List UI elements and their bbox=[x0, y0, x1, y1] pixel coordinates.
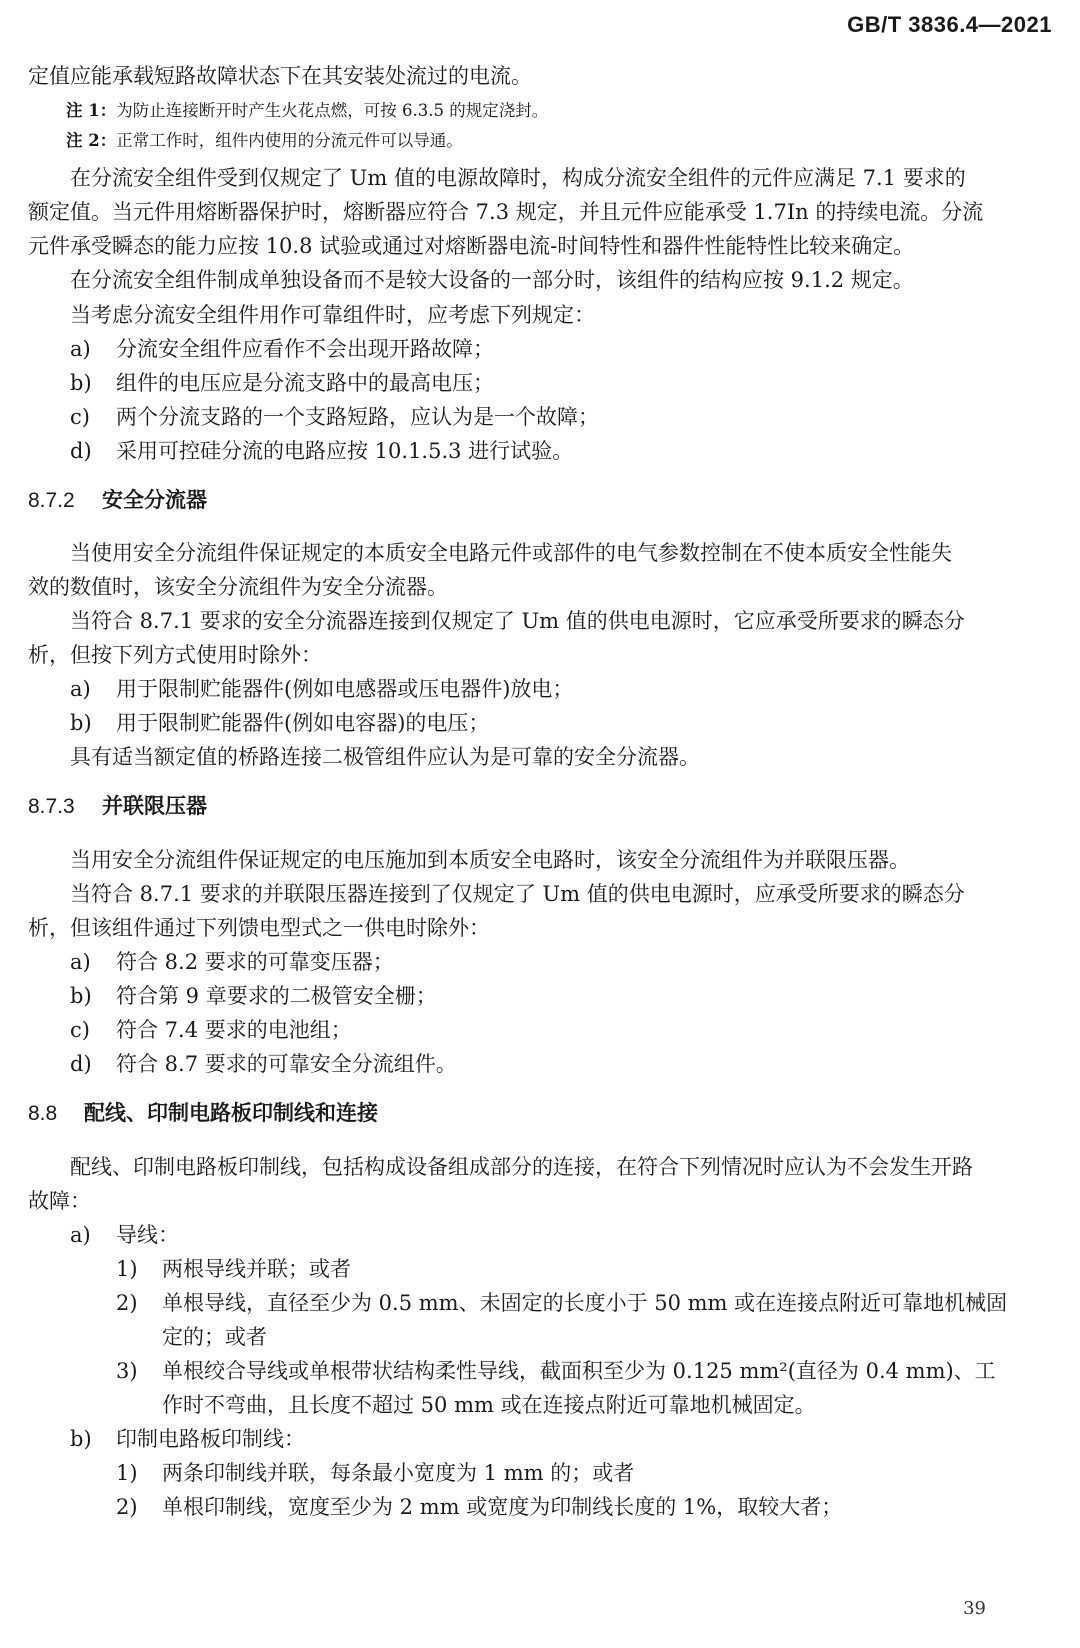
list-item: a) 用于限制贮能器件(例如电感器或压电器件)放电； bbox=[70, 677, 574, 701]
paragraph-line: 故障： bbox=[28, 1189, 91, 1213]
paragraph-line: 具有适当额定值的桥路连接二极管组件应认为是可靠的安全分流器。 bbox=[70, 745, 700, 769]
list-item: c) 符合 7.4 要求的电池组； bbox=[70, 1018, 352, 1042]
note-line: 注 2：正常工作时，组件内使用的分流元件可以导通。 bbox=[66, 131, 463, 150]
list-item: a) 导线： bbox=[70, 1223, 179, 1247]
note-line: 注 1：为防止连接断开时产生火花点燃，可按 6.3.5 的规定浇封。 bbox=[66, 101, 549, 120]
paragraph-line: 额定值。当元件用熔断器保护时，熔断器应符合 7.3 规定，并且元件应能承受 1.7In 的持续电流。分流 bbox=[28, 200, 984, 224]
list-item: a) 分流安全组件应看作不会出现开路故障； bbox=[70, 337, 494, 361]
section-heading: 8.8 配线、印制电路板印制线和连接 bbox=[28, 1102, 378, 1125]
sub-list-continuation: 定的；或者 bbox=[162, 1325, 267, 1349]
page-number: 39 bbox=[963, 1598, 986, 1619]
paragraph-line: 定值应能承载短路故障状态下在其安装处流过的电流。 bbox=[28, 64, 532, 88]
list-item: a) 符合 8.2 要求的可靠变压器； bbox=[70, 950, 394, 974]
section-heading: 8.7.3 并联限压器 bbox=[28, 795, 207, 818]
sub-list-item: 3) 单根绞合导线或单根带状结构柔性导线，截面积至少为 0.125 mm²(直径为 0.4 mm)、工 bbox=[116, 1359, 996, 1383]
sub-list-continuation: 作时不弯曲，且长度不超过 50 mm 或在连接点附近可靠地机械固定。 bbox=[162, 1393, 816, 1417]
list-item: c) 两个分流支路的一个支路短路，应认为是一个故障； bbox=[70, 405, 599, 429]
paragraph-line: 析，但按下列方式使用时除外： bbox=[28, 643, 322, 667]
paragraph-line: 当考虑分流安全组件用作可靠组件时，应考虑下列规定： bbox=[70, 303, 595, 327]
paragraph-line: 当用安全分流组件保证规定的电压施加到本质安全电路时，该安全分流组件为并联限压器。 bbox=[70, 848, 910, 872]
list-item: b) 符合第 9 章要求的二极管安全栅； bbox=[70, 984, 437, 1008]
list-item: b) 印制电路板印制线： bbox=[70, 1427, 305, 1451]
list-item: d) 采用可控硅分流的电路应按 10.1.5.3 进行试验。 bbox=[70, 439, 574, 463]
standard-code-header: GB/T 3836.4—2021 bbox=[847, 12, 1052, 37]
paragraph-line: 析，但该组件通过下列馈电型式之一供电时除外： bbox=[28, 916, 490, 940]
sub-list-item: 1) 两根导线并联；或者 bbox=[116, 1257, 351, 1281]
list-item: d) 符合 8.7 要求的可靠安全分流组件。 bbox=[70, 1052, 457, 1076]
list-item: b) 用于限制贮能器件(例如电容器)的电压； bbox=[70, 711, 490, 735]
paragraph-line: 当符合 8.7.1 要求的并联限压器连接到了仅规定了 Um 值的供电电源时，应承受所要求的瞬态分 bbox=[70, 882, 965, 906]
section-heading: 8.7.2 安全分流器 bbox=[28, 489, 207, 512]
sub-list-item: 2) 单根印制线，宽度至少为 2 mm 或宽度为印制线长度的 1%，取较大者； bbox=[116, 1495, 843, 1519]
paragraph-line: 当符合 8.7.1 要求的安全分流器连接到仅规定了 Um 值的供电电源时，它应承受所要求的瞬态分 bbox=[70, 609, 965, 633]
sub-list-item: 1) 两条印制线并联，每条最小宽度为 1 mm 的；或者 bbox=[116, 1461, 635, 1485]
paragraph-line: 配线、印制电路板印制线，包括构成设备组成部分的连接，在符合下列情况时应认为不会发生开路 bbox=[70, 1155, 973, 1179]
paragraph-line: 在分流安全组件制成单独设备而不是较大设备的一部分时，该组件的结构应按 9.1.2 规定。 bbox=[70, 268, 914, 292]
paragraph-line: 元件承受瞬态的能力应按 10.8 试验或通过对熔断器电流-时间特性和器件性能特性比较来确定。 bbox=[28, 234, 915, 258]
list-item: b) 组件的电压应是分流支路中的最高电压； bbox=[70, 371, 494, 395]
paragraph-line: 在分流安全组件受到仅规定了 Um 值的电源故障时，构成分流安全组件的元件应满足 7.1 要求的 bbox=[70, 166, 966, 190]
sub-list-item: 2) 单根导线，直径至少为 0.5 mm、未固定的长度小于 50 mm 或在连接点附近可靠地机械固 bbox=[116, 1291, 1008, 1315]
paragraph-line: 效的数值时，该安全分流组件为安全分流器。 bbox=[28, 575, 448, 599]
paragraph-line: 当使用安全分流组件保证规定的本质安全电路元件或部件的电气参数控制在不使本质安全性能失 bbox=[70, 541, 952, 565]
